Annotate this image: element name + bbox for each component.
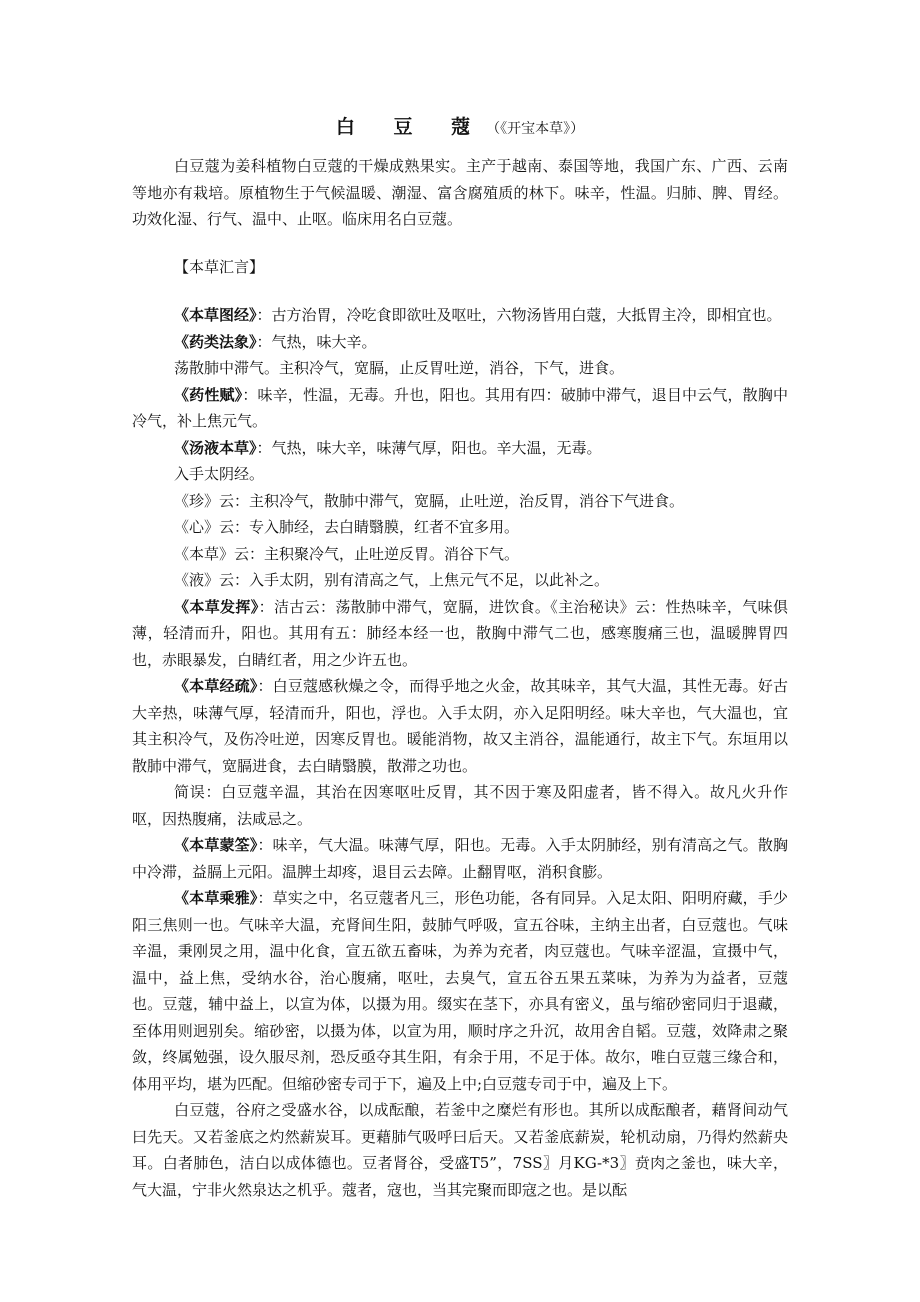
paragraph-text: ：古方治胃，冷吃食即欲吐及呕吐，六物汤皆用白蔻，大抵胃主冷，即相宜也。 [256, 306, 782, 324]
paragraph-text: 简误：白豆蔻辛温，其治在因寒呕吐反胃，其不因于寒及阳虚者，皆不得入。故凡火升作呕，因热腹痛，法咸忌之。 [132, 783, 788, 828]
page-title [0, 112, 920, 139]
intro-block [132, 153, 788, 233]
body-paragraph [132, 488, 788, 515]
paragraph-text: ：味辛，气大温。味薄气厚，阳也。无毒。入手太阴肺经，别有清高之气。散胸中冷滞，益膈上元阳。温脾土却疼，退目云去障。止翻胃呕，消积食膨。 [132, 836, 788, 881]
body-paragraph [132, 1097, 788, 1203]
paragraph-text: ：草实之中，名豆蔻者凡三，形色功能，各有同异。入足太阳、阳明府藏，手少阳三焦则一也。气味辛大温，充肾间生阳，鼓肺气呼吸，宣五谷味，主纳主出者，白豆蔻也。气味辛温，秉刚炅之用，温中化食，宣五欲五畜味，为养为充者，肉豆蔻也。气味辛涩温，宣摄中气，温中，益上焦，受纳水谷，治心腹痛，呕吐，去臭气，宣五谷五果五菜味，为养为为益者，豆蔻也。豆蔻，辅中益上，以宣为体，以摄为用。缀实在茎下，亦具有密义，虽与缩砂密同归于退藏，至体用则迥别矣。缩砂密，以摄为体，以宣为用，顺时序之升沉，故用舍自韬。豆蔻，效降肃之聚敛，终属勉强，设久服尽剂，恐反亟夺其生阳，有余于用，不足于体。故尔，唯白豆蔻三缘合和，体用平均，堪为匹配。但缩砂密专司于下，遍及上中;白豆蔻专司于中，遍及上下。 [132, 889, 788, 1093]
paragraph-text: ：气热，味大辛，味薄气厚，阳也。辛大温，无毒。 [256, 438, 602, 457]
body-paragraph [132, 832, 788, 885]
paragraph-text: ：白豆蔻感秋燥之令，而得乎地之火金，故其味辛，其气大温，其性无毒。好古大辛热，味薄气厚，轻清而升，阳也，浮也。入手太阴，亦入足阳明经。味大辛也，气大温也，宜其主积冷气，及伤冷吐逆，因寒反胃也。暖能消物，故又主消谷，温能通行，故主下气。东垣用以散肺中滞气，宽膈进食，去白睛翳膜，散滞之功也。 [132, 677, 788, 775]
body-paragraph [132, 673, 788, 779]
source-label: 《本草经疏》 [174, 677, 258, 695]
paragraph-text: 白豆蔻，谷府之受盛水谷，以成酝酿，若釜中之糜烂有形也。其所以成酝酿者，藉肾间动气曰先天。又若釜底之灼然薪炭耳。更藉肺气吸呼曰后天。又若釜底薪炭，轮机动扇，乃得灼然薪央耳。白者肺色，洁白以成体德也。豆者肾谷，受盛T5”，7SS〗月KG-*3〗贲肉之釜也，味大辛，气大温，宁非火然泉达之机乎。蔻者，寇也，当其完聚而即寇之也。是以酝 [132, 1101, 788, 1199]
paragraph-text: ：气热，味大辛。 [256, 332, 377, 351]
body-paragraph [132, 302, 788, 329]
body-paragraph [132, 567, 788, 594]
paragraph-text: 《液》云：入手太阴，别有清高之气，上焦元气不足，以此补之。 [174, 571, 610, 589]
body-paragraph [132, 435, 788, 462]
paragraph-text: 《本草》云：主积聚冷气，止吐逆反胃。消谷下气。 [174, 544, 520, 563]
paragraph-text: 入手太阴经。 [174, 465, 265, 483]
body-text [132, 302, 788, 1203]
body-paragraph [132, 779, 788, 832]
source-label: 《汤液本草》 [174, 438, 257, 457]
section-block [132, 254, 788, 281]
source-label: 《本草发挥》 [174, 597, 259, 616]
title-source: （《开宝本草》） [486, 121, 585, 137]
body-paragraph [132, 461, 788, 488]
source-label: 《药类法象》 [174, 332, 257, 351]
paragraph-text: 荡散肺中滞气。主积冷气，宽膈，止反胃吐逆，消谷，下气，进食。 [174, 359, 625, 377]
paragraph-text: 《珍》云：主积冷气，散肺中滞气，宽膈，止吐逆，治反胃，消谷下气进食。 [174, 491, 685, 510]
paragraph-text: 《心》云：专入肺经，去白睛翳膜，红者不宜多用。 [174, 518, 520, 536]
paragraph-text: ：味辛，性温，无毒。升也，阳也。其用有四：破肺中滞气，退目中云气，散胸中冷气，补上焦元气。 [132, 385, 788, 430]
body-paragraph [132, 355, 788, 382]
body-paragraph [132, 382, 788, 435]
intro-paragraph: 白豆蔻为姜科植物白豆蔻的干燥成熟果实。主产于越南、泰国等地，我国广东、广西、云南等地亦有栽培。原植物生于气候温暖、潮湿、富含腐殖质的林下。味辛，性温。归肺、脾、胃经。功效化湿、行气、温中、止呕。临床用名白豆蔻。 [132, 157, 788, 228]
title-main: 白 豆 蔻 [335, 116, 487, 138]
body-paragraph [132, 885, 788, 1097]
source-label: 《药性赋》 [174, 385, 243, 404]
body-paragraph [132, 329, 788, 356]
source-label: 《本草蒙筌》 [174, 836, 258, 854]
body-paragraph [132, 541, 788, 568]
body-paragraph [132, 514, 788, 541]
body-paragraph [132, 594, 788, 674]
source-label: 《本草图经》 [174, 306, 257, 324]
source-label: 《本草乘雅》 [174, 889, 258, 907]
paragraph-text: ：洁古云：荡散肺中滞气，宽膈，进饮食。《主治秘诀》云：性热味辛，气味俱薄，轻清而升，阳也。其用有五：肺经本经一也，散胸中滞气二也，感寒腹痛三也，温暖脾胃四也，赤眼暴发，白睛红者，用之少许五也。 [132, 597, 788, 669]
section-heading: 【本草汇言】 [174, 258, 265, 276]
